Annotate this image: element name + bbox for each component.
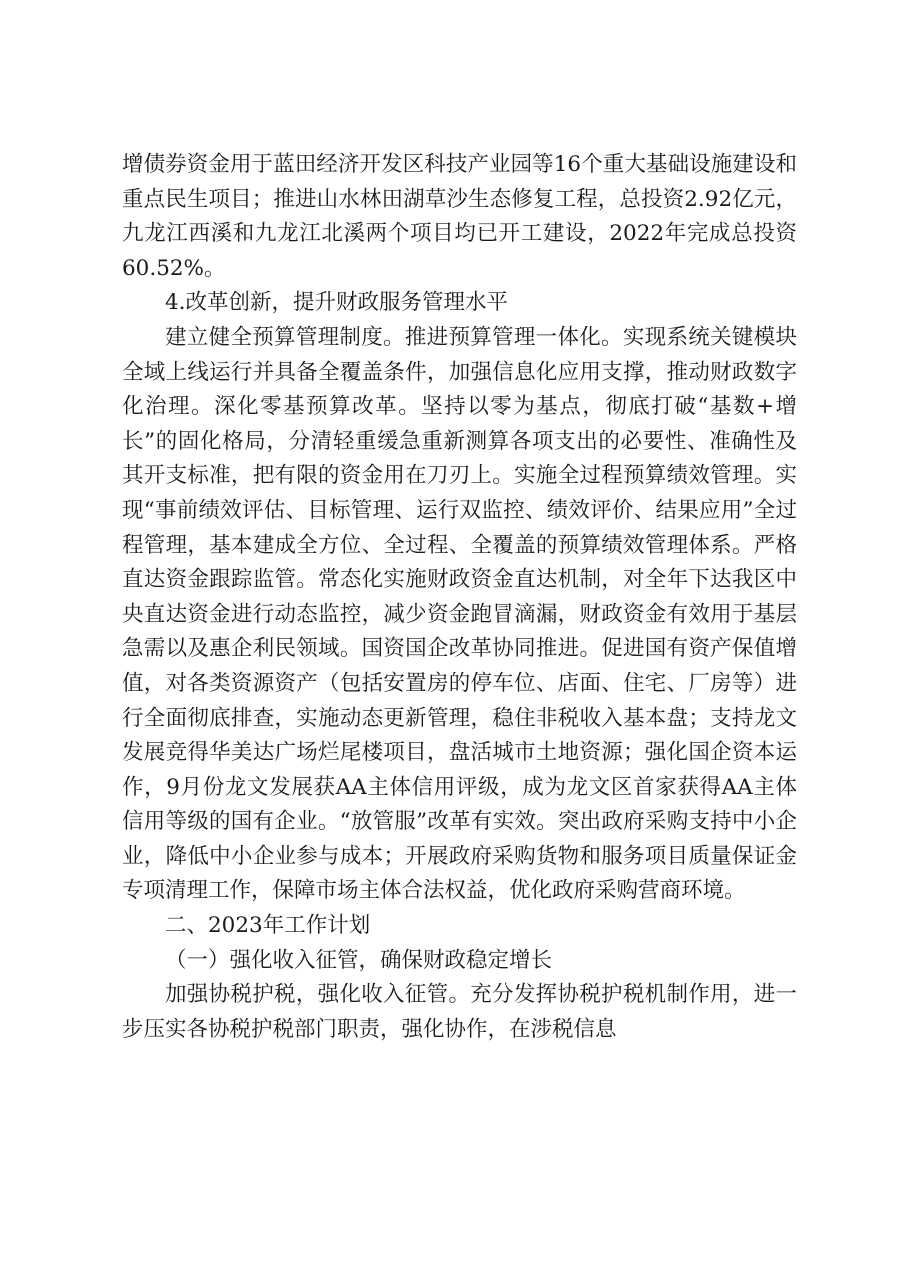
paragraph-project-funds: 增债券资金用于蓝田经济开发区科技产业园等16个重大基础设施建设和重点民生项目；推进山水林田湖草沙生态修复工程，总投资2.92亿元，九龙江西溪和九龙江北溪两个项目均已开工建设，2022年完成总投资60.52%。 (122, 152, 797, 281)
paragraph-budget-management: 建立健全预算管理制度。推进预算管理一体化。实现系统关键模块全域上线运行并具备全覆盖条件，加强信息化应用支撑，推动财政数字化治理。深化零基预算改革。坚持以零为基点，彻底打破“基数+增长”的固化格局，分清轻重缓急重新测算各项支出的必要性、准确性及其开支标准，把有限的资金用在刀刃上。实施全过程预算绩效管理。实现“事前绩效评估、目标管理、运行双监控、绩效评价、结果应用”全过程管理，基本建成全方位、全过程、全覆盖的预算绩效管理体系。严格直达资金跟踪监管。常态化实施财政资金直达机制，对全年下达我区中央直达资金进行动态监控，减少资金跑冒滴漏，财政资金有效用于基层急需以及惠企利民领域。国资国企改革协同推进。促进国有资产保值增值，对各类资源资产（包括安置房的停车位、店面、住宅、厂房等）进行全面彻底排查，实施动态更新管理，稳住非税收入基本盘；支持龙文发展竞得华美达广场烂尾楼项目，盘活城市土地资源；强化国企资本运作，9月份龙文发展获AA主体信用评级，成为龙文区首家获得AA主体信用等级的国有企业。“放管服”改革有实效。突出政府采购支持中小企业，降低中小企业参与成本；开展政府采购货物和服务项目质量保证金专项清理工作，保障市场主体合法权益，优化政府采购营商环境。 (122, 324, 797, 904)
document-body (122, 148, 797, 1047)
subsection-heading-revenue: （一）强化收入征管，确保财政稳定增长 (165, 947, 553, 973)
paragraph-tax-collaboration: 加强协税护税，强化收入征管。充分发挥协税护税机制作用，进一步压实各协税护税部门职责，强化协作，在涉税信息 (122, 982, 797, 1042)
section-heading-work-plan: 二、2023年工作计划 (165, 913, 371, 939)
section-heading-reform: 4.改革创新，提升财政服务管理水平 (165, 290, 509, 316)
